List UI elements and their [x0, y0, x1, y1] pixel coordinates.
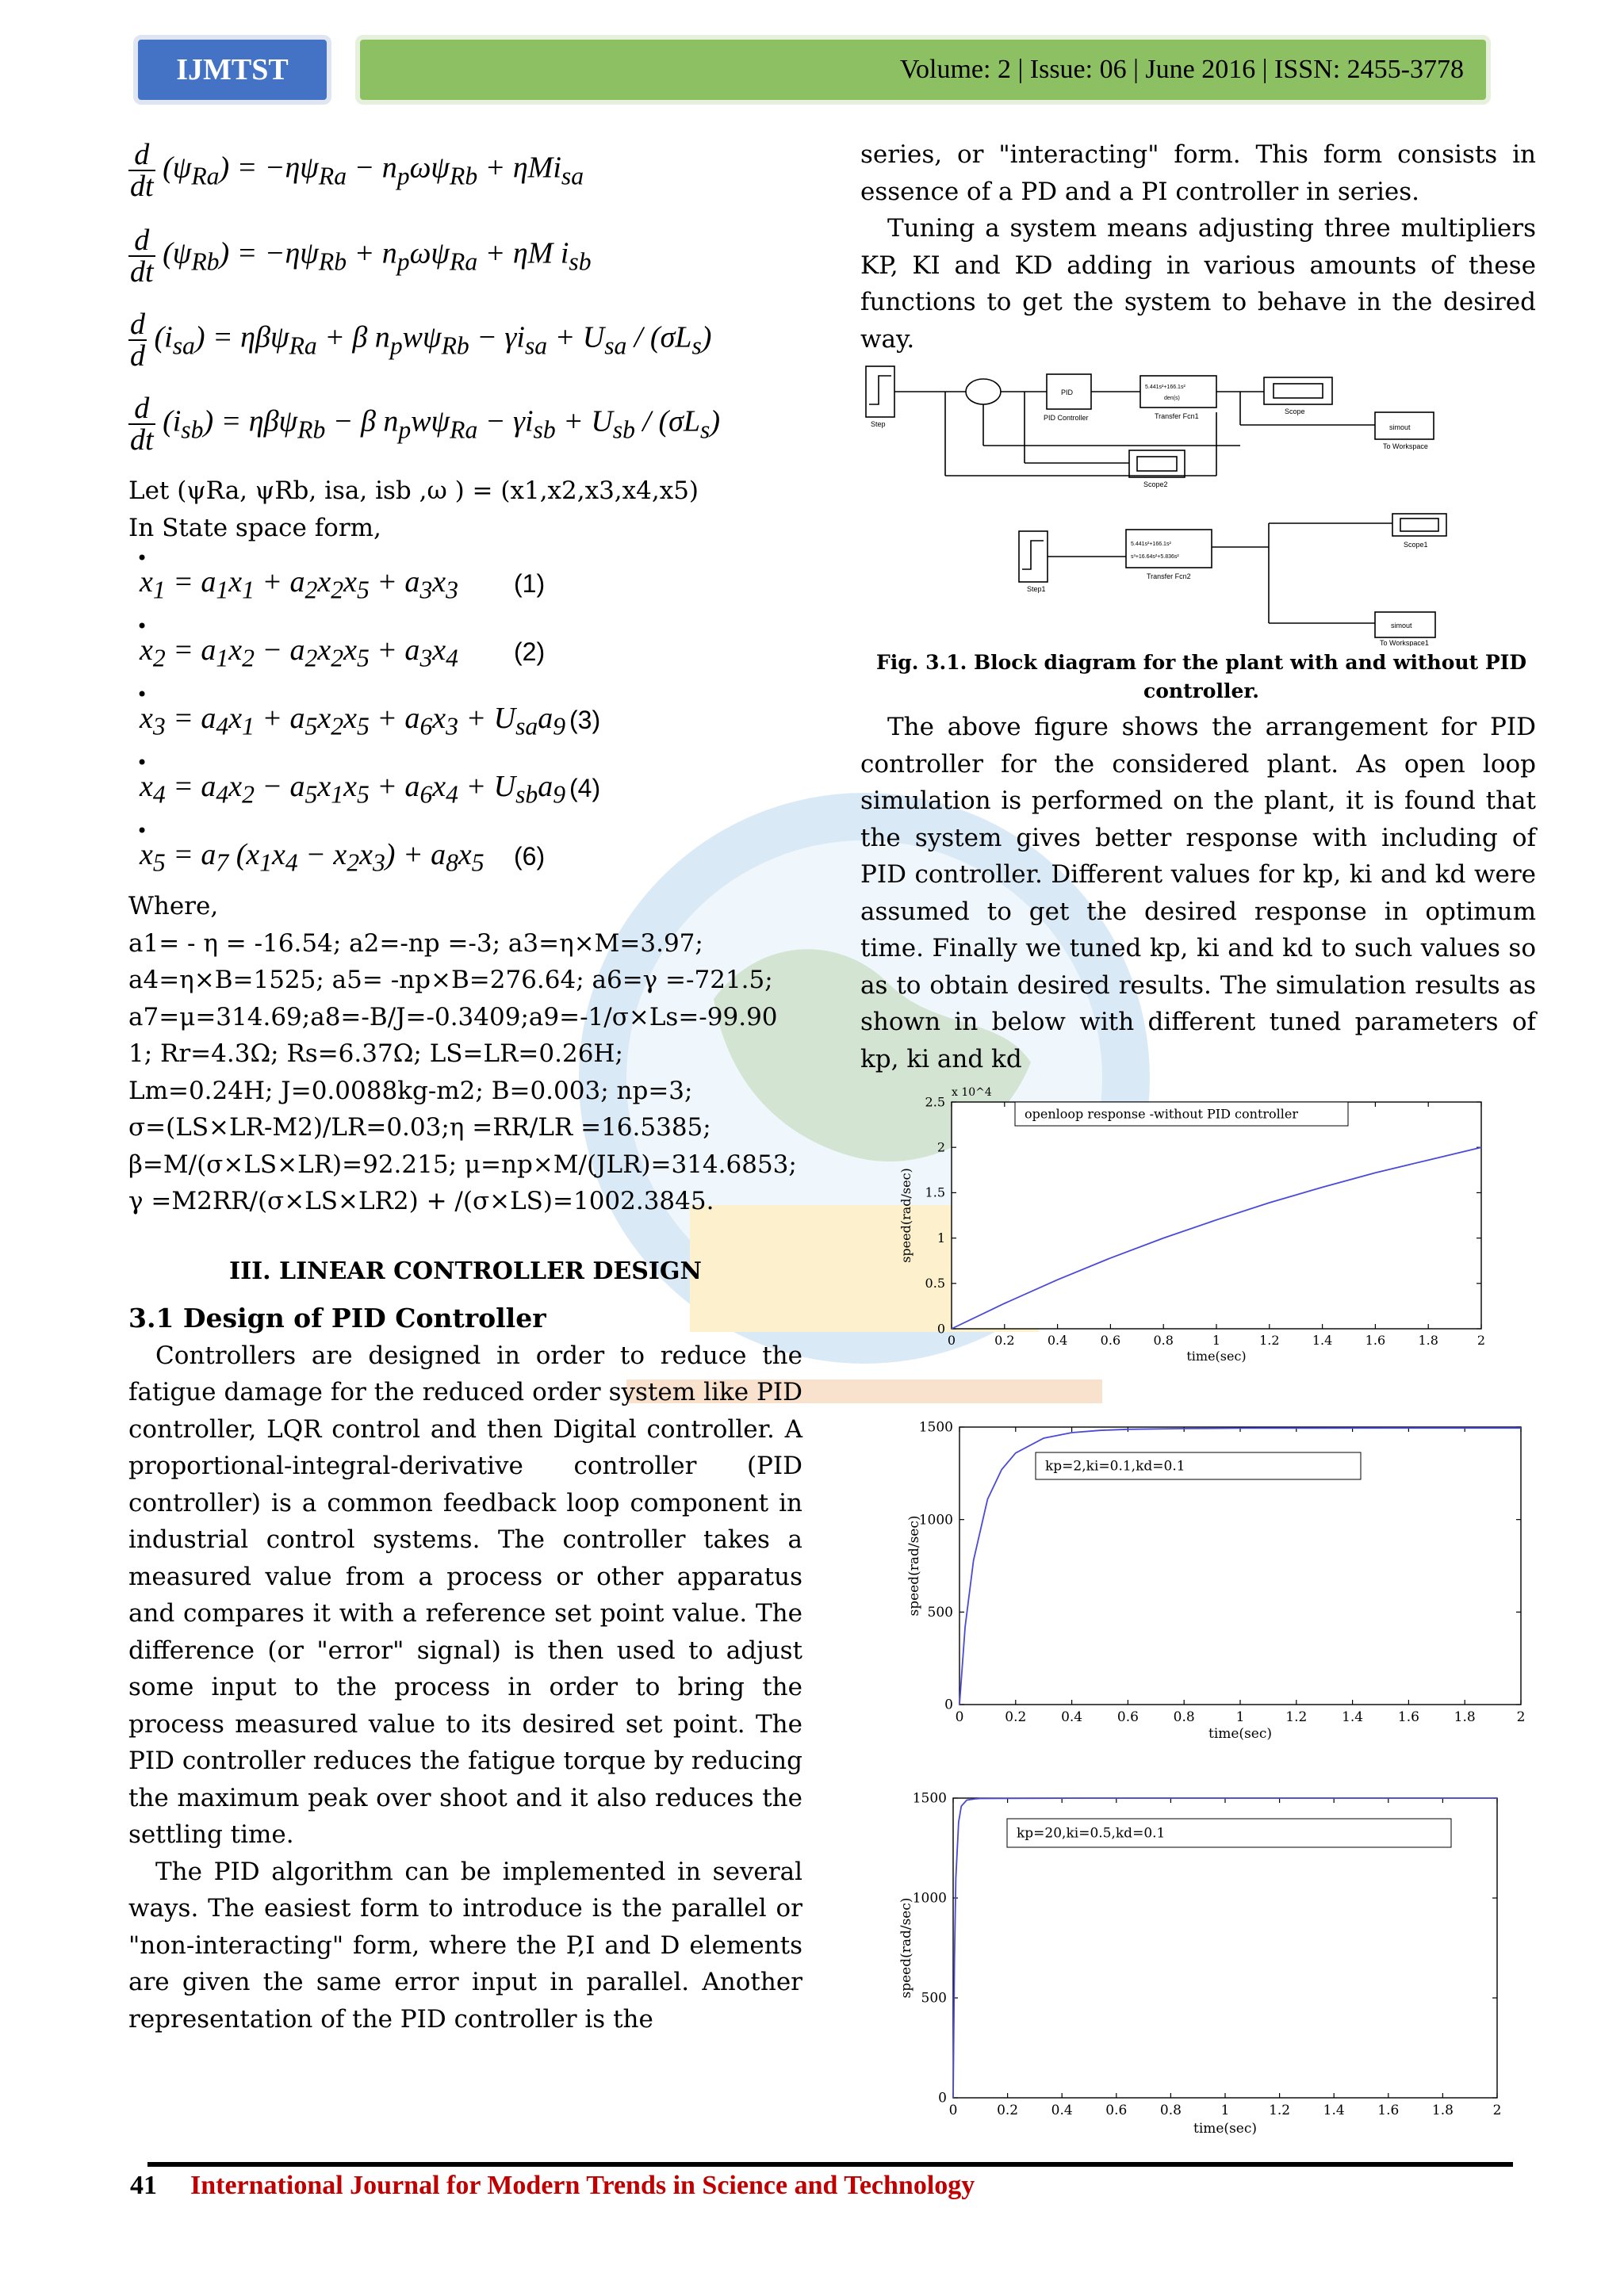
x-tick-label: 1.4	[1342, 1709, 1364, 1725]
state-space-equations: • $x_1 = a_1x_1 + a_2x_2x_5 + a_3x_3$ (1) • $x_2 = a_1x_2 - a_2x_2x_5 + a_3x_4$ (2) • $x_3 = a_4x_1 + a_5x_2x_5 + a_6x_3 + U_{sa}a_9$ (3) • $x_4 = a_4x_2 - a_5x_1x_5 + a_6x_4 + U_{sb}a_9$ (4) • $x_5 = a_7$ $(x_1x_4 - x_2x_3) + a_8x_5$ (6)	[136, 547, 601, 877]
x-axis-label: time(sec)	[1193, 2121, 1258, 2137]
y-tick-label: 1000	[912, 1890, 947, 1907]
x-tick-label: 0.4	[1047, 1333, 1068, 1348]
x-tick-label: 1.6	[1397, 1709, 1419, 1725]
x-tick-label: 0.6	[1105, 2103, 1128, 2118]
scope-block	[1264, 377, 1332, 404]
y-tick-label: 1000	[918, 1512, 953, 1529]
param-line-3: a7=μ=314.69;a8=-B/J=-0.3409;a9=-1/σ×Ls=-99.90	[128, 1002, 778, 1031]
state-eq-2: $x_2 = a_1x_2 - a_2x_2x_5 + a_3x_4$	[140, 633, 458, 672]
tf1-denominator: den(s)	[1164, 396, 1180, 401]
state-eq-5: $x_5 = a_7$ $(x_1x_4 - x_2x_3) + a_8x_5$	[140, 838, 485, 877]
eq-number-2: (2)	[514, 637, 546, 666]
y-multiplier-label: x 10^4	[952, 1086, 992, 1099]
x-tick-label: 1.2	[1269, 2103, 1291, 2118]
x-tick-label: 1.6	[1365, 1333, 1386, 1348]
x-axis-label: time(sec)	[1208, 1726, 1273, 1742]
eq-number-4: (4)	[569, 774, 601, 802]
x-tick-label: 0.8	[1159, 2103, 1182, 2118]
step-label: Step	[871, 420, 886, 428]
current-sb-equation: d dt $(i_{sb}) = \eta\beta\psi_{Rb} - \beta$ $n_pw\psi_{Ra} - \gamma i_{sb} + U_{sb} / (\sigma L_s)$	[130, 392, 720, 457]
y-tick-label: 2.5	[925, 1094, 945, 1110]
parameters-block	[128, 888, 802, 1220]
x-tick-label: 0	[955, 1709, 964, 1725]
x-tick-label: 0.8	[1173, 1709, 1195, 1725]
x-tick-label: 1	[1212, 1333, 1221, 1348]
plot-frame	[952, 1102, 1481, 1329]
param-line-8: γ =M2RR/(σ×LS×LR2) + /(σ×LS)=1002.3845.	[128, 1187, 714, 1215]
simulink-block-diagram	[856, 357, 1538, 646]
state-eq-4: $x_4 = a_4x_2 - a_5x_1x_5 + a_6x_4 + U_{sb}a_9$	[140, 770, 566, 809]
state-equations	[128, 140, 818, 488]
paragraph-results: The above figure shows the arrangement for PID controller for the considered plant. As open loop simulation is performed on the plant, it is found that the system gives better response with including of PID controller. Different values for kp, ki and kd were assumed to get the desired response in optimum time. Finally we tuned kp, ki and kd to such values so as to obtain desired results. The simulation results as shown in below with different tuned parameters of kp, ki and kd	[860, 713, 1536, 1073]
x-tick-label: 0.2	[1005, 1709, 1027, 1725]
scope-label: Scope	[1285, 408, 1305, 415]
scope2-label: Scope2	[1143, 480, 1168, 488]
x-tick-label: 0.6	[1100, 1333, 1121, 1348]
eq-number-1: (1)	[514, 569, 546, 598]
chart-pid-kp2	[904, 1410, 1538, 1743]
current-sa-equation: d d $(i_{sa}) = \eta\beta\psi_{Ra} + \beta$ $n_pw\psi_{Rb} - \gamma i_{sa} + U_{sa} / (\sigma L_s)$	[130, 308, 712, 373]
to-workspace1-label: To Workspace1	[1380, 639, 1429, 646]
let-statement	[128, 473, 826, 546]
footer-journal-name: International Journal for Modern Trends in Science and Technology	[190, 2171, 975, 2200]
x-tick-label: 2	[1477, 1333, 1486, 1348]
pid-controller-label: PID Controller	[1044, 414, 1089, 422]
y-tick-label: 2	[936, 1139, 945, 1155]
flux-rb-equation: d dt $(\psi_{Rb}) = -\eta\psi_{Rb} + n_p\omega\psi_{Ra} + \eta M$ $i_{sb}$	[130, 224, 592, 289]
paragraph-controllers: Controllers are designed in order to reduce the fatigue damage for the reduced order system like PID controller, LQR control and then Digital controller. A proportional-integral-derivative controller (PID controller) is a common feedback loop component in industrial control systems. The controller takes a measured value from a process or other apparatus and compares it with a reference set point value. The difference (or "error" signal) is then used to adjust some input to the process in order to bring the process measured value to its desired set point. The PID controller reduces the fatigue torque by reducing the maximum peak over shoot and it also reduces the settling time.	[128, 1341, 802, 1849]
flux-ra-equation: d dt $(\psi_{Ra}) = -\eta\psi_{Ra} - n_p\omega\psi_{Rb} + \eta Mi_{sa}$	[130, 138, 584, 203]
param-line-7: β=M/(σ×LS×LR)=92.215; μ=np×M/(JLR)=314.6853;	[128, 1150, 797, 1179]
pid-label: PID	[1061, 388, 1074, 396]
tf2-label: Transfer Fcn2	[1147, 572, 1191, 580]
chart-openloop-response	[896, 1080, 1499, 1365]
x-tick-label: 0	[947, 1333, 956, 1348]
simout-label: simout	[1389, 423, 1411, 431]
simout1-label: simout	[1391, 622, 1412, 629]
to-workspace-label: To Workspace	[1383, 442, 1428, 450]
footer-rule	[147, 2162, 1513, 2167]
x-tick-label: 0.2	[994, 1333, 1015, 1348]
where-label: Where,	[128, 892, 219, 920]
x-tick-label: 1.2	[1285, 1709, 1308, 1725]
x-tick-label: 1.2	[1259, 1333, 1280, 1348]
let-line: Let (ψRa, ψRb, isa, isb ,ω ) = (x1,x2,x3,x4,x5)	[128, 476, 699, 505]
y-axis-label: speed(rad/sec)	[898, 1168, 914, 1263]
x-tick-label: 0.6	[1116, 1709, 1139, 1725]
param-line-1: a1= - η = -16.54; a2=-np =-3; a3=η×M=3.97;	[128, 928, 703, 958]
param-line-5: Lm=0.24H; J=0.0088kg-m2; B=0.003; np=3;	[128, 1076, 693, 1105]
journal-abbrev-badge: IJMTST	[133, 35, 331, 105]
y-tick-label: 0	[938, 2090, 947, 2107]
tf1-label: Transfer Fcn1	[1155, 412, 1199, 420]
param-line-4: 1; Rr=4.3Ω; Rs=6.37Ω; LS=LR=0.26H;	[128, 1039, 623, 1068]
step1-block	[1019, 531, 1048, 582]
eq-number-3: (3)	[569, 706, 601, 734]
right-intro-text	[860, 136, 1536, 358]
tf1-numerator: 5.441s²+166.1s²	[1145, 385, 1185, 390]
x-tick-label: 1.8	[1431, 2103, 1454, 2118]
paragraph-tuning: Tuning a system means adjusting three multipliers KP, KI and KD adding in various amounts of these functions to get the system to behave in the desired way.	[860, 214, 1536, 354]
x-tick-label: 0.4	[1051, 2103, 1073, 2118]
section-title: III. LINEAR CONTROLLER DESIGN	[229, 1257, 702, 1285]
legend-label: kp=2,ki=0.1,kd=0.1	[1045, 1458, 1185, 1475]
x-tick-label: 0	[948, 2103, 958, 2118]
figure-caption: Fig. 3.1. Block diagram for the plant with and without PID controller.	[875, 651, 1527, 702]
x-tick-label: 1.6	[1377, 2103, 1400, 2118]
x-tick-label: 0.2	[997, 2103, 1019, 2118]
right-results-text	[860, 709, 1536, 1077]
x-tick-label: 1	[1235, 1709, 1245, 1725]
x-tick-label: 1	[1220, 2103, 1230, 2118]
state-space-line: In State space form,	[128, 513, 381, 542]
paragraph-series-form: series, or "interacting" form. This form consists in essence of a PD and a PI controller in series.	[860, 140, 1536, 206]
paragraph-pid-algorithm: The PID algorithm can be implemented in several ways. The easiest form to introduce is the parallel or "non-interacting" form, where the P,I and D elements are given the same error input in parallel. Another representation of the PID controller is the	[128, 1857, 802, 2034]
y-tick-label: 1500	[912, 1790, 947, 1807]
subsection-heading: 3.1 Design of PID Controller	[128, 1303, 546, 1334]
x-tick-label: 1.8	[1418, 1333, 1438, 1348]
x-tick-label: 1.4	[1323, 2103, 1345, 2118]
x-axis-label: time(sec)	[1186, 1349, 1247, 1364]
y-tick-label: 1.5	[925, 1184, 945, 1200]
tf2-numerator: 5.441s²+166.1s²	[1131, 541, 1171, 547]
tf2-denominator: s³+16.64s²+5.836s²	[1131, 554, 1179, 560]
x-tick-label: 2	[1516, 1709, 1526, 1725]
y-tick-label: 1500	[918, 1419, 953, 1436]
x-tick-label: 0.8	[1153, 1333, 1174, 1348]
x-tick-label: 1.8	[1454, 1709, 1476, 1725]
y-tick-label: 500	[921, 1990, 947, 2007]
x-tick-label: 0.4	[1061, 1709, 1083, 1725]
y-tick-label: 500	[927, 1605, 953, 1621]
issue-info-banner: Volume: 2 | Issue: 06 | June 2016 | ISSN: 2455-3778	[355, 35, 1491, 105]
pid-design-text	[128, 1300, 802, 2038]
legend-label: openloop response -without PID controller	[1025, 1106, 1298, 1122]
sum-block	[966, 379, 1001, 404]
y-tick-label: 1	[936, 1230, 945, 1246]
param-line-2: a4=η×B=1525; a5= -np×B=276.64; a6=γ =-721.5;	[128, 966, 773, 994]
y-axis-label: speed(rad/sec)	[898, 1897, 914, 1999]
state-eq-1: $x_1 = a_1x_1 + a_2x_2x_5 + a_3x_3$	[140, 565, 458, 604]
transfer-fcn1-block	[1140, 376, 1216, 408]
step1-label: Step1	[1027, 585, 1046, 593]
y-tick-label: 0	[944, 1697, 953, 1713]
x-tick-label: 1.4	[1312, 1333, 1333, 1348]
y-axis-label: speed(rad/sec)	[906, 1515, 922, 1617]
transfer-fcn2-block	[1126, 530, 1212, 568]
legend-label: kp=20,ki=0.5,kd=0.1	[1017, 1825, 1166, 1842]
chart-pid-kp20	[896, 1781, 1515, 2137]
x-tick-label: 2	[1492, 2103, 1502, 2118]
scope1-label: Scope1	[1404, 541, 1428, 549]
step-block	[866, 366, 894, 417]
y-tick-label: 0	[936, 1321, 945, 1337]
y-tick-label: 0.5	[925, 1276, 945, 1292]
param-line-6: σ=(LS×LR-M2)/LR=0.03;η =RR/LR =16.5385;	[128, 1113, 711, 1142]
eq-number-6: (6)	[514, 842, 546, 871]
state-eq-3: $x_3 = a_4x_1 + a_5x_2x_5 + a_6x_3 + U_{sa}a_9$	[140, 702, 566, 740]
page-number: 41	[130, 2171, 157, 2200]
